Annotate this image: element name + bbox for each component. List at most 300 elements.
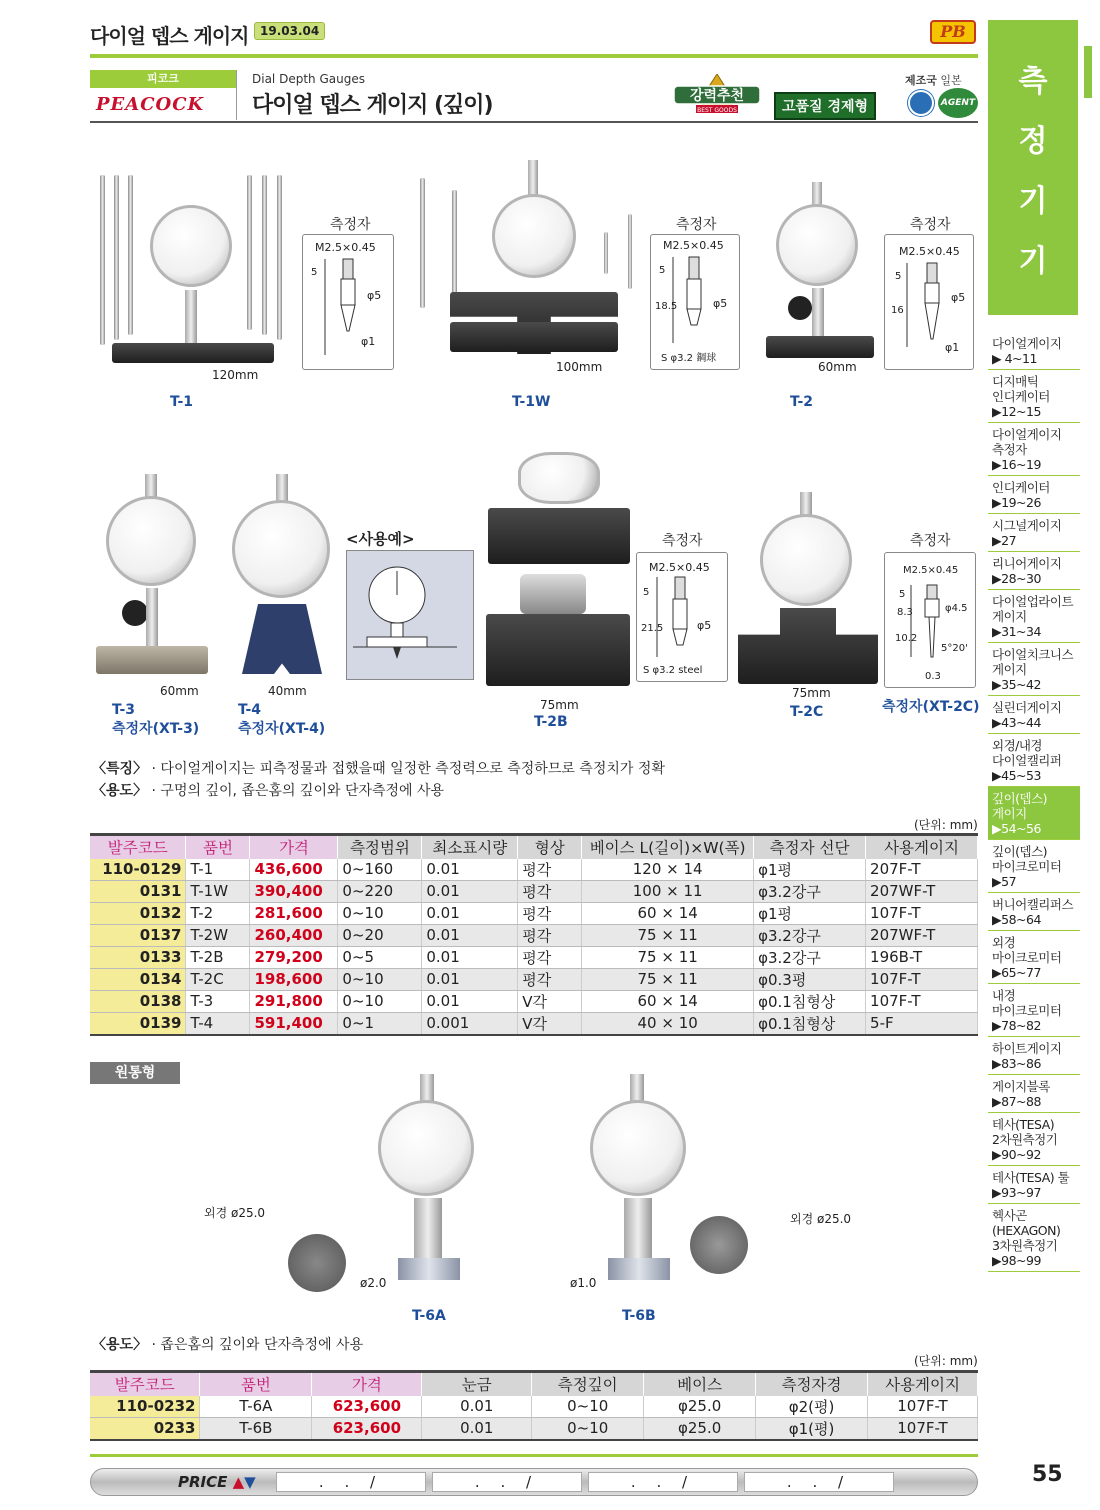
side-menu-label: 깊이(뎁스) 게이지 (992, 791, 1048, 821)
usage-example-drawing (347, 551, 475, 681)
header-rule (90, 54, 978, 58)
table-cell: T-2C (186, 968, 250, 990)
dial-gauge (590, 1100, 686, 1196)
spec-table (90, 833, 978, 1036)
side-menu-pages: ▶35~42 (992, 677, 1041, 692)
side-menu-item[interactable] (988, 552, 1080, 590)
table-cell: φ0.3평 (754, 968, 866, 990)
dim-phi5: φ5 (951, 291, 966, 304)
dim-5: 5 (899, 589, 906, 600)
table-cell: 107F-T (866, 990, 978, 1012)
table-cell: T-3 (186, 990, 250, 1012)
usage-label: 〈용도〉 (92, 783, 148, 799)
table-cell: 평각 (518, 924, 582, 946)
table-cell: 0.01 (422, 859, 518, 881)
gauge-base-back (486, 614, 630, 686)
probe-diagram (302, 234, 394, 370)
table-cell: 0.01 (422, 880, 518, 902)
side-menu-item[interactable] (988, 476, 1080, 514)
table-cell: 120 × 14 (582, 859, 754, 881)
probe-drawing (637, 553, 729, 683)
model-label: T-1W (512, 394, 551, 410)
table-row (90, 924, 978, 946)
probe-diagram (650, 234, 740, 370)
table-cell: 0~220 (338, 880, 422, 902)
dim-5: 5 (659, 265, 666, 276)
dim-5: 5 (895, 271, 902, 282)
table-cell: 100 × 11 (582, 880, 754, 902)
side-menu-item[interactable] (988, 423, 1080, 476)
outer-diameter-label: 외경 ø25.0 (790, 1212, 852, 1226)
side-menu-label: 외경/내경 다이얼캘리퍼 (992, 738, 1062, 768)
table-cell: T-4 (186, 1012, 250, 1035)
down-arrow-icon: ▼ (244, 1473, 256, 1491)
table-cell: 75 × 11 (582, 968, 754, 990)
dial-gauge (776, 204, 858, 286)
pb-logo: PB (930, 20, 976, 44)
side-menu-label: 내경 마이크로미터 (992, 988, 1062, 1018)
measuring-rod (262, 175, 267, 335)
table-cell: 0~10 (532, 1417, 644, 1440)
footer-rule (90, 1454, 978, 1457)
table-cell: 평각 (518, 968, 582, 990)
side-menu-label: 시그널게이지 (992, 518, 1062, 533)
measuring-rod (628, 214, 632, 289)
col-header: 베이스 (644, 1372, 756, 1396)
side-menu-label: 게이지블록 (992, 1079, 1050, 1094)
model-label: T-3 (112, 702, 136, 718)
table-header-row (90, 835, 978, 859)
thread-spec: M2.5×0.45 (899, 245, 960, 258)
table-cell: φ3.2강구 (754, 946, 866, 968)
col-header: 사용게이지 (866, 835, 978, 859)
side-menu-pages: ▶98~99 (992, 1253, 1041, 1268)
thread-spec: M2.5×0.45 (903, 565, 959, 576)
table-cell: T-6A (200, 1396, 312, 1418)
measuring-rod (128, 175, 133, 335)
usage-label-text: 용도 (106, 783, 134, 799)
gauge-base (112, 343, 274, 363)
table-cell: T-1W (186, 880, 250, 902)
table-cell: 60 × 14 (582, 990, 754, 1012)
table-cell: 623,600 (312, 1396, 422, 1418)
lock-knob (122, 600, 148, 626)
measuring-rod (100, 175, 105, 345)
gauge-base (398, 1258, 460, 1280)
page-title: 다이얼 뎁스 게이지 (90, 24, 249, 48)
gauge-base (766, 336, 874, 358)
price-date-field[interactable]: . . / (744, 1472, 894, 1492)
side-menu-item[interactable] (988, 787, 1080, 840)
side-menu-item[interactable] (988, 734, 1080, 787)
side-menu-pages: ▶87~88 (992, 1094, 1041, 1109)
side-menu-label: 다이얼게이지 측정자 (992, 427, 1062, 457)
price-date-field[interactable]: . . / (588, 1472, 738, 1492)
table-cell: 0~20 (338, 924, 422, 946)
thread-spec: M2.5×0.45 (649, 561, 710, 574)
table-cell: 0~10 (338, 990, 422, 1012)
table-header-row (90, 1372, 978, 1396)
side-menu-pages: ▶54~56 (992, 821, 1041, 836)
table-cell: 591,400 (250, 1012, 338, 1035)
round-usage-note (92, 1334, 363, 1354)
side-menu-pages: ▶57 (992, 874, 1017, 889)
side-menu-item[interactable] (988, 370, 1080, 423)
side-menu-pages: ▶28~30 (992, 571, 1041, 586)
model-label: T-2 (790, 394, 814, 410)
table-cell: 436,600 (250, 859, 338, 881)
col-header: 측정자 선단 (754, 835, 866, 859)
table-cell: 0.01 (422, 990, 518, 1012)
outer-diameter-label: 외경 ø25.0 (204, 1206, 266, 1220)
side-menu-label: 버니어캘리퍼스 (992, 897, 1074, 912)
price-date-field[interactable]: . . / (432, 1472, 582, 1492)
dial-gauge (518, 452, 600, 504)
gauge-stem (624, 1198, 652, 1262)
category-char: 정 (1018, 124, 1048, 159)
table-row (90, 968, 978, 990)
table-cell: 0.01 (422, 1396, 532, 1418)
side-menu-label: 디지매틱 인디케이터 (992, 374, 1050, 404)
best-badge-sub: BEST GOODS (697, 107, 737, 114)
side-menu-item[interactable] (988, 1075, 1080, 1113)
probe-diagram (636, 552, 728, 682)
usage-note (92, 780, 444, 800)
brand-tab: 피코크 (90, 70, 236, 88)
base-width-label: 75mm (540, 698, 579, 712)
side-menu-pages: ▶ 4~11 (992, 351, 1037, 366)
dim-8-3: 8.3 (897, 607, 913, 618)
col-header: 측정깊이 (532, 1372, 644, 1396)
side-menu-pages: ▶65~77 (992, 965, 1041, 980)
col-header: 발주코드 (90, 1372, 200, 1396)
table-cell: 110-0232 (90, 1396, 200, 1418)
side-menu-label: 테사(TESA) 툴 (992, 1170, 1070, 1185)
table-cell: 281,600 (250, 902, 338, 924)
probe-model-label: 측정자(XT-3) (112, 721, 200, 737)
tip-size: 0.3 (925, 671, 941, 682)
side-menu-item[interactable] (988, 1113, 1080, 1166)
table-cell: 0138 (90, 990, 186, 1012)
table-cell: 0.001 (422, 1012, 518, 1035)
side-menu (988, 332, 1080, 1272)
side-menu-pages: ▶43~44 (992, 715, 1041, 730)
table-cell: 207F-T (866, 859, 978, 881)
base-disc (288, 1234, 346, 1292)
col-header: 사용게이지 (868, 1372, 978, 1396)
col-header: 최소표시량 (422, 835, 518, 859)
lock-knob (788, 296, 812, 320)
table-cell: 198,600 (250, 968, 338, 990)
dim-18-5: 18.5 (655, 301, 678, 312)
table-cell: 0.01 (422, 946, 518, 968)
side-menu-pages: ▶27 (992, 533, 1017, 548)
table-cell: T-1 (186, 859, 250, 881)
side-menu-label: 다이얼업라이트 게이지 (992, 594, 1074, 624)
measuring-rod (420, 178, 425, 308)
dim-21-5: 21.5 (641, 623, 664, 634)
side-menu-label: 깊이(뎁스) 마이크로미터 (992, 844, 1062, 874)
table-cell: 279,200 (250, 946, 338, 968)
measuring-rod (604, 232, 608, 274)
side-menu-item[interactable] (988, 332, 1080, 370)
table-cell: 0134 (90, 968, 186, 990)
gauge-base (608, 1258, 670, 1280)
table-cell: φ0.1침형상 (754, 1012, 866, 1035)
dial-back (520, 574, 586, 614)
usage-example-diagram (346, 550, 474, 680)
side-menu-pages: ▶90~92 (992, 1147, 1041, 1162)
table-cell: 623,600 (312, 1417, 422, 1440)
model-label: T-1 (170, 394, 194, 410)
ball-spec: S φ3.2 鋼球 (661, 353, 717, 364)
table-cell: 107F-T (866, 968, 978, 990)
gauge-stem (276, 474, 288, 502)
model-label: T-2B (534, 714, 568, 730)
table-cell: 0139 (90, 1012, 186, 1035)
measuring-rod (114, 175, 119, 340)
table-cell: T-2 (186, 902, 250, 924)
product-name-english: Dial Depth Gauges (252, 72, 365, 86)
table-cell: 390,400 (250, 880, 338, 902)
base-width-label: 75mm (792, 686, 831, 700)
gauge-base (242, 604, 322, 674)
col-header: 형상 (518, 835, 582, 859)
dim-phi1: φ1 (361, 335, 376, 348)
table-row (90, 990, 978, 1012)
table-cell: T-2B (186, 946, 250, 968)
table-cell: 207WF-T (866, 924, 978, 946)
base-width-label: 100mm (556, 360, 603, 374)
price-date-field[interactable]: . . / (276, 1472, 426, 1492)
table-cell: 0.01 (422, 924, 518, 946)
table-cell: 0133 (90, 946, 186, 968)
model-label: T-2C (790, 704, 824, 720)
table-cell: 107F-T (868, 1417, 978, 1440)
probe-model-label: 측정자(XT-4) (238, 721, 326, 737)
certification-icon (908, 90, 934, 116)
best-badge-text: 강력추천 (689, 88, 745, 104)
country-of-origin (905, 72, 962, 88)
dim-5: 5 (643, 587, 650, 598)
side-menu-label: 리니어게이지 (992, 556, 1062, 571)
dial-gauge (378, 1100, 474, 1196)
side-menu-label: 다이얼치크니스 게이지 (992, 647, 1074, 677)
probe-title: 측정자 (910, 217, 951, 233)
table-cell: φ3.2강구 (754, 880, 866, 902)
side-menu-item[interactable] (988, 1037, 1080, 1075)
round-usage-label-text: 용도 (106, 1337, 134, 1353)
dial-gauge (760, 514, 852, 606)
side-menu-pages: ▶16~19 (992, 457, 1041, 472)
probe-drawing (885, 553, 977, 689)
table-row (90, 880, 978, 902)
gauge-stem (146, 588, 158, 648)
table-cell: 75 × 11 (582, 946, 754, 968)
table-cell: 0~10 (338, 902, 422, 924)
model-label: T-6B (622, 1308, 656, 1324)
unit-label: (단위: mm) (914, 818, 978, 832)
col-header: 측정범위 (338, 835, 422, 859)
page-number: 55 (1032, 1462, 1063, 1487)
dim-phi5: φ5 (697, 619, 712, 632)
section-label: 원통형 (90, 1062, 180, 1084)
dial-gauge (106, 496, 196, 586)
feature-label-text: 특징 (106, 761, 134, 777)
col-header: 눈금 (422, 1372, 532, 1396)
round-usage-label: 〈용도〉 (92, 1337, 148, 1353)
dim-10-2: 10.2 (895, 633, 918, 644)
side-menu-item[interactable] (988, 696, 1080, 734)
feature-note (92, 758, 665, 778)
gauge-stem (185, 290, 197, 345)
table-row (90, 902, 978, 924)
side-menu-item[interactable] (988, 643, 1080, 696)
dim-phi5: φ5 (367, 289, 382, 302)
table-cell: φ1평 (754, 902, 866, 924)
table-cell: 평각 (518, 880, 582, 902)
probe-diagram (884, 234, 974, 370)
table-cell: 0.01 (422, 902, 518, 924)
side-menu-item[interactable] (988, 893, 1080, 931)
probe-drawing (303, 235, 395, 371)
category-char: 측 (1018, 64, 1048, 99)
side-menu-item[interactable] (988, 1166, 1080, 1204)
usage-text: · 구멍의 깊이, 좁은홈의 깊이와 단자측정에 사용 (151, 783, 445, 799)
table-cell: φ25.0 (644, 1396, 756, 1418)
table-cell: 0137 (90, 924, 186, 946)
dim-phi4-5: φ4.5 (945, 603, 968, 614)
measuring-rod (277, 175, 282, 340)
side-menu-item[interactable] (988, 590, 1080, 643)
dial-gauge (150, 205, 232, 287)
side-menu-pages: ▶93~97 (992, 1185, 1041, 1200)
base-width-label: 60mm (160, 684, 199, 698)
tip-angle: 5°20' (941, 643, 968, 654)
probe-model-label: 측정자(XT-2C) (882, 699, 980, 715)
side-menu-pages: ▶45~53 (992, 768, 1041, 783)
side-menu-label: 다이얼게이지 (992, 336, 1062, 351)
dim-phi5: φ5 (713, 297, 728, 310)
dim-phi1: φ1 (945, 341, 960, 354)
side-menu-pages: ▶31~34 (992, 624, 1041, 639)
round-usage-text: · 좁은홈의 깊이와 단자측정에 사용 (151, 1337, 364, 1353)
table-row (90, 946, 978, 968)
probe-title: 측정자 (330, 217, 371, 233)
side-menu-label: 실린더게이지 (992, 700, 1062, 715)
table-cell: 40 × 10 (582, 1012, 754, 1035)
base-width-label: 60mm (818, 360, 857, 374)
base-width-label: 120mm (212, 368, 259, 382)
side-menu-pages: ▶12~15 (992, 404, 1041, 419)
table-cell: 196B-T (866, 946, 978, 968)
side-menu-item[interactable] (988, 840, 1080, 893)
thread-spec: M2.5×0.45 (315, 241, 376, 254)
category-tab-label (988, 52, 1078, 292)
col-header: 측정자경 (756, 1372, 868, 1396)
table-cell: 75 × 11 (582, 924, 754, 946)
table-cell: 107F-T (868, 1396, 978, 1418)
brand-rule (90, 121, 978, 123)
gauge-base (96, 646, 208, 674)
table-cell: 0~10 (532, 1396, 644, 1418)
side-menu-label: 하이트게이지 (992, 1041, 1062, 1056)
brand-divider (236, 70, 237, 120)
table-cell: 0131 (90, 880, 186, 902)
table-row (90, 1012, 978, 1035)
table-cell: 60 × 14 (582, 902, 754, 924)
quality-badge: 고품질 경제형 (774, 92, 876, 120)
gauge-base (488, 508, 630, 564)
table-cell: 0~10 (338, 968, 422, 990)
table-cell: 291,800 (250, 990, 338, 1012)
table-cell: φ0.1침형상 (754, 990, 866, 1012)
agent-badge: AGENT (938, 88, 978, 118)
side-menu-label: 인디케이터 (992, 480, 1050, 495)
usage-example-title: <사용예> (346, 530, 415, 548)
star-icon (668, 74, 766, 114)
table-cell: T-6B (200, 1417, 312, 1440)
probe-diagram (884, 552, 976, 688)
col-header: 발주코드 (90, 835, 186, 859)
ball-spec: S φ3.2 steel (643, 665, 703, 676)
side-menu-pages: ▶78~82 (992, 1018, 1041, 1033)
dial-gauge (492, 194, 576, 278)
feature-label: 〈특징〉 (92, 761, 148, 777)
date-badge: 19.03.04 (254, 22, 325, 40)
side-menu-pages: ▶58~64 (992, 912, 1041, 927)
category-tab-edge (1084, 46, 1092, 98)
table-cell: φ25.0 (644, 1417, 756, 1440)
side-menu-item[interactable] (988, 931, 1080, 984)
gauge-stem (812, 288, 824, 338)
col-header: 가격 (312, 1372, 422, 1396)
table-cell: φ1평 (754, 859, 866, 881)
table-cell: 107F-T (866, 902, 978, 924)
table-cell: V각 (518, 1012, 582, 1035)
table-row (90, 1417, 978, 1440)
category-char: 기 (1018, 184, 1048, 219)
col-header: 품번 (186, 835, 250, 859)
table-cell: 0.01 (422, 968, 518, 990)
up-arrow-icon: ▲ (232, 1473, 245, 1491)
product-name-korean: 다이얼 뎁스 게이지 (깊이) (252, 93, 493, 118)
table-cell: φ1(평) (756, 1417, 868, 1440)
table-cell: 0~5 (338, 946, 422, 968)
table-cell: 평각 (518, 902, 582, 924)
round-spec-table (90, 1370, 978, 1441)
table-cell: 260,400 (250, 924, 338, 946)
unit-label: (단위: mm) (914, 1354, 978, 1368)
origin-value: 일본 (940, 74, 962, 87)
side-menu-item[interactable] (988, 984, 1080, 1037)
price-label-text: PRICE (178, 1473, 228, 1491)
side-menu-label: 테사(TESA) 2차원측정기 (992, 1117, 1058, 1147)
side-menu-pages: ▶19~26 (992, 495, 1041, 510)
side-menu-item[interactable] (988, 1204, 1080, 1272)
side-menu-label: 외경 마이크로미터 (992, 935, 1062, 965)
base-width-label: 40mm (268, 684, 307, 698)
side-menu-item[interactable] (988, 514, 1080, 552)
dim-16: 16 (891, 305, 904, 316)
table-cell: 평각 (518, 859, 582, 881)
origin-label: 제조국 (905, 74, 937, 87)
table-row (90, 1396, 978, 1418)
table-cell: φ2(평) (756, 1396, 868, 1418)
price-label (178, 1473, 256, 1491)
model-label: T-4 (238, 702, 262, 718)
gauge-stem (414, 1198, 442, 1262)
